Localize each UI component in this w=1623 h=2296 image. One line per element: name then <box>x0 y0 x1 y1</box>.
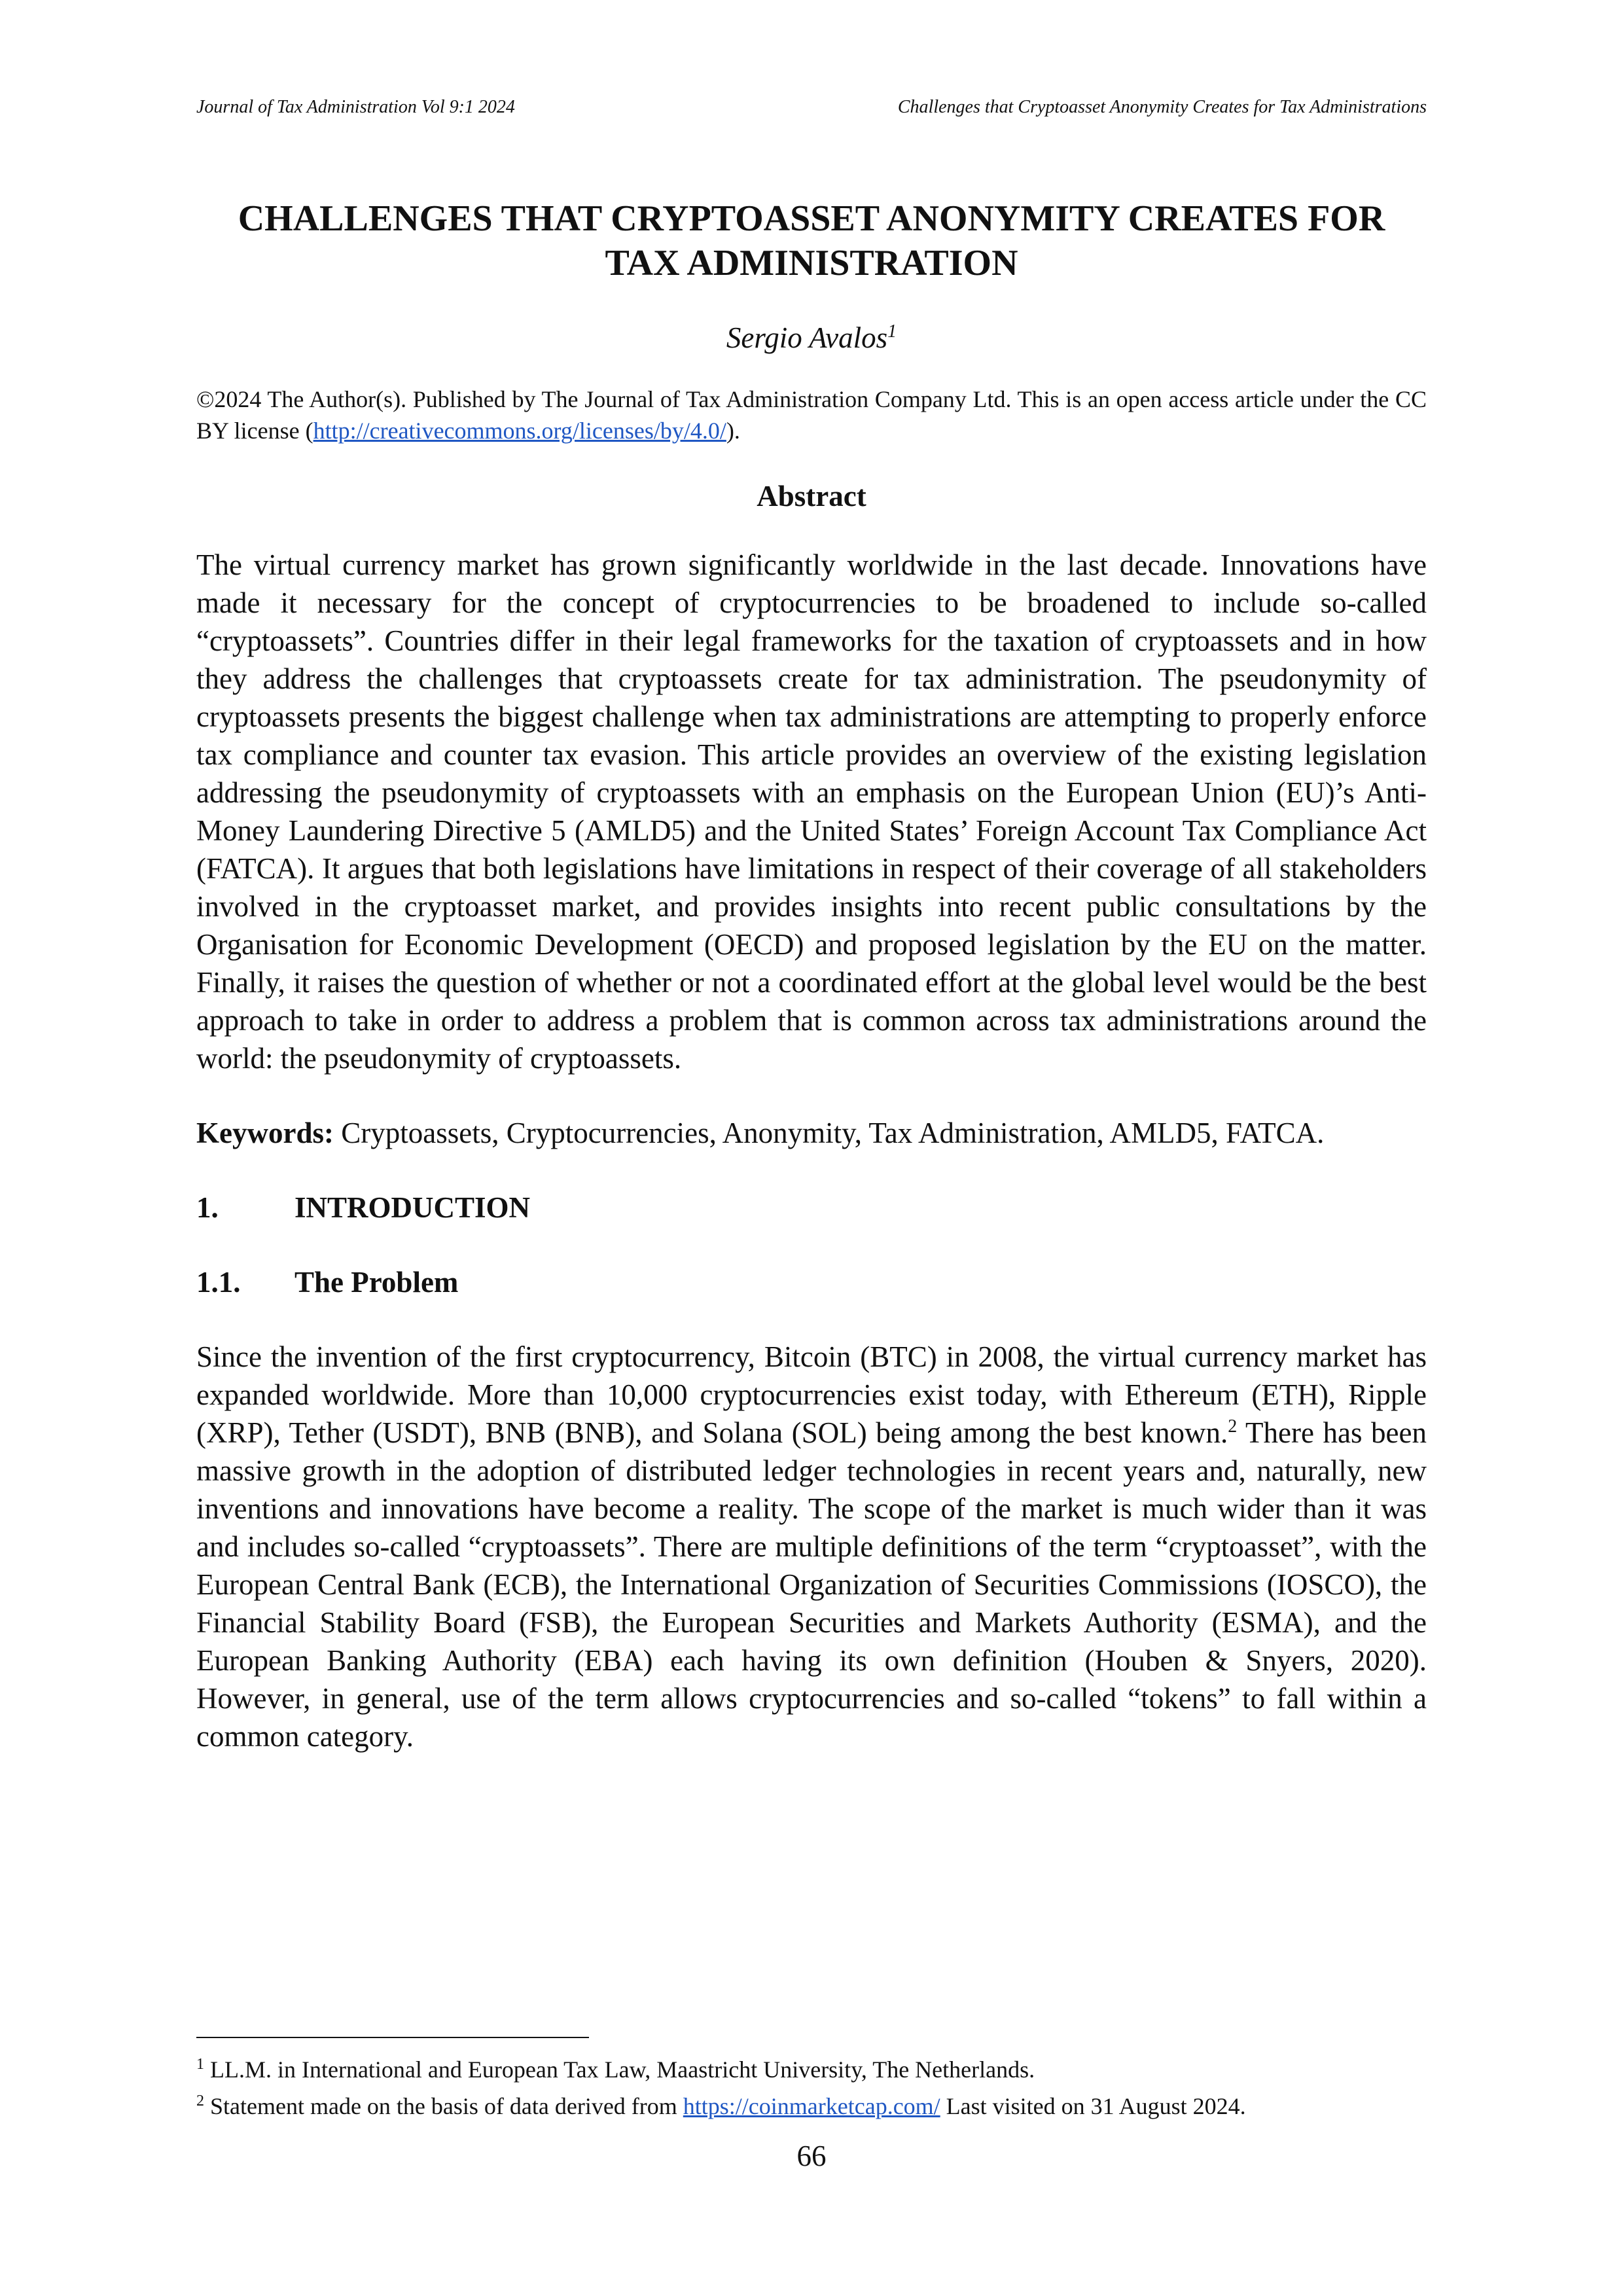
abstract-text: The virtual currency market has grown significantly worldwide in the last decade. Innovations have made it necessary for the concept of cryptocurrencies to be broadened to include so-called “cryptoassets”. Countries differ in their legal frameworks for the taxation of cryptoassets and in how they address the challenges that cryptoassets create for tax administration. The pseudonymity of cryptoassets presents the biggest challenge when tax administrations are attempting to properly enforce tax compliance and counter tax evasion. This article provides an overview of the existing legislation addressing the pseudonymity of cryptoassets with an emphasis on the European Union (EU)’s Anti-Money Laundering Directive 5 (AMLD5) and the United States’ Foreign Account Tax Compliance Act (FATCA). It argues that both legislations have limitations in respect of their coverage of all stakeholders involved in the cryptoasset market, and provides insights into recent public consultations by the Organisation for Economic Development (OECD) and proposed legislation by the EU on the matter. Finally, it raises the question of whether or not a coordinated effort at the global level would be the best approach to take in order to address a problem that is common across tax administrations around the world: the pseudonymity of cryptoassets. <box>196 548 1427 1075</box>
footnote-1 <box>196 2049 1427 2085</box>
paper-title <box>196 196 1427 285</box>
footnote-text: LL.M. in International and European Tax Law, Maastricht University, The Netherlands. <box>204 2056 1035 2083</box>
main-content <box>196 196 1427 1755</box>
footnote-mark: 1 <box>196 2056 204 2073</box>
page-number: 66 <box>796 2140 827 2172</box>
title-line-1: CHALLENGES THAT CRYPTOASSET ANONYMITY CREATES FOR <box>238 198 1385 239</box>
intro-paragraph <box>196 1338 1427 1755</box>
license-text: ©2024 The Author(s). Published by The Journal of Tax Administration Company Ltd. This is an open access article under the CC BY license ( <box>196 386 1427 444</box>
section-heading-introduction <box>196 1189 1427 1227</box>
license-statement <box>196 384 1427 446</box>
section-title: INTRODUCTION <box>294 1191 531 1224</box>
title-line-2: TAX ADMINISTRATION <box>605 243 1018 283</box>
keywords-label: Keywords: <box>196 1117 334 1149</box>
footnotes <box>196 2049 1427 2122</box>
coinmarketcap-link[interactable]: https://coinmarketcap.com/ <box>683 2093 940 2119</box>
intro-text-part-2: There has been massive growth in the adoption of distributed ledger technologies in recent years and, naturally, new inventions and innovations have become a reality. The scope of the market is much wider than it was and includes so-called “cryptoassets”. There are multiple definitions of the term “cryptoasset”, with the European Central Bank (ECB), the International Organization of Securities Commissions (IOSCO), the Financial Stability Board (FSB), the European Securities and Markets Authority (ESMA), and the European Banking Authority (EBA) each having its own definition (Houben & Snyers, 2020). However, in general, use of the term allows cryptocurrencies and so-called “tokens” to fall within a common category. <box>196 1416 1427 1753</box>
intro-text-part-1: Since the invention of the first cryptocurrency, Bitcoin (BTC) in 2008, the virtual currency market has expanded worldwide. More than 10,000 cryptocurrencies exist today, with Ethereum (ETH), Ripple (XRP), Tether (USDT), BNB (BNB), and Solana (SOL) being among the best known. <box>196 1340 1427 1449</box>
footnote-2 <box>196 2085 1427 2122</box>
keywords <box>196 1114 1427 1152</box>
author-name: Sergio Avalos <box>726 321 888 354</box>
footnote-ref-2: 2 <box>1228 1416 1238 1437</box>
footnote-mark: 2 <box>196 2092 204 2109</box>
license-link[interactable]: http://creativecommons.org/licenses/by/4.0/ <box>313 418 726 444</box>
footnote-divider <box>196 2037 589 2038</box>
footnote-text: Statement made on the basis of data derived from <box>204 2093 683 2119</box>
journal-name: Journal of Tax Administration Vol 9:1 2024 <box>196 97 515 117</box>
section-number: 1. <box>196 1191 219 1224</box>
keywords-list: Cryptoassets, Cryptocurrencies, Anonymity, Tax Administration, AMLD5, FATCA. <box>333 1117 1325 1149</box>
running-title: Challenges that Cryptoasset Anonymity Creates for Tax Administrations <box>897 97 1427 117</box>
author-footnote-mark: 1 <box>887 321 897 342</box>
footnote-text-end: Last visited on 31 August 2024. <box>940 2093 1246 2119</box>
running-header <box>196 96 1427 119</box>
subsection-number: 1.1. <box>196 1266 241 1299</box>
license-text-end: ). <box>726 418 740 444</box>
author <box>196 321 1427 355</box>
subsection-title: The Problem <box>294 1266 459 1299</box>
abstract-heading: Abstract <box>757 480 866 512</box>
subsection-heading-problem <box>196 1263 1427 1301</box>
